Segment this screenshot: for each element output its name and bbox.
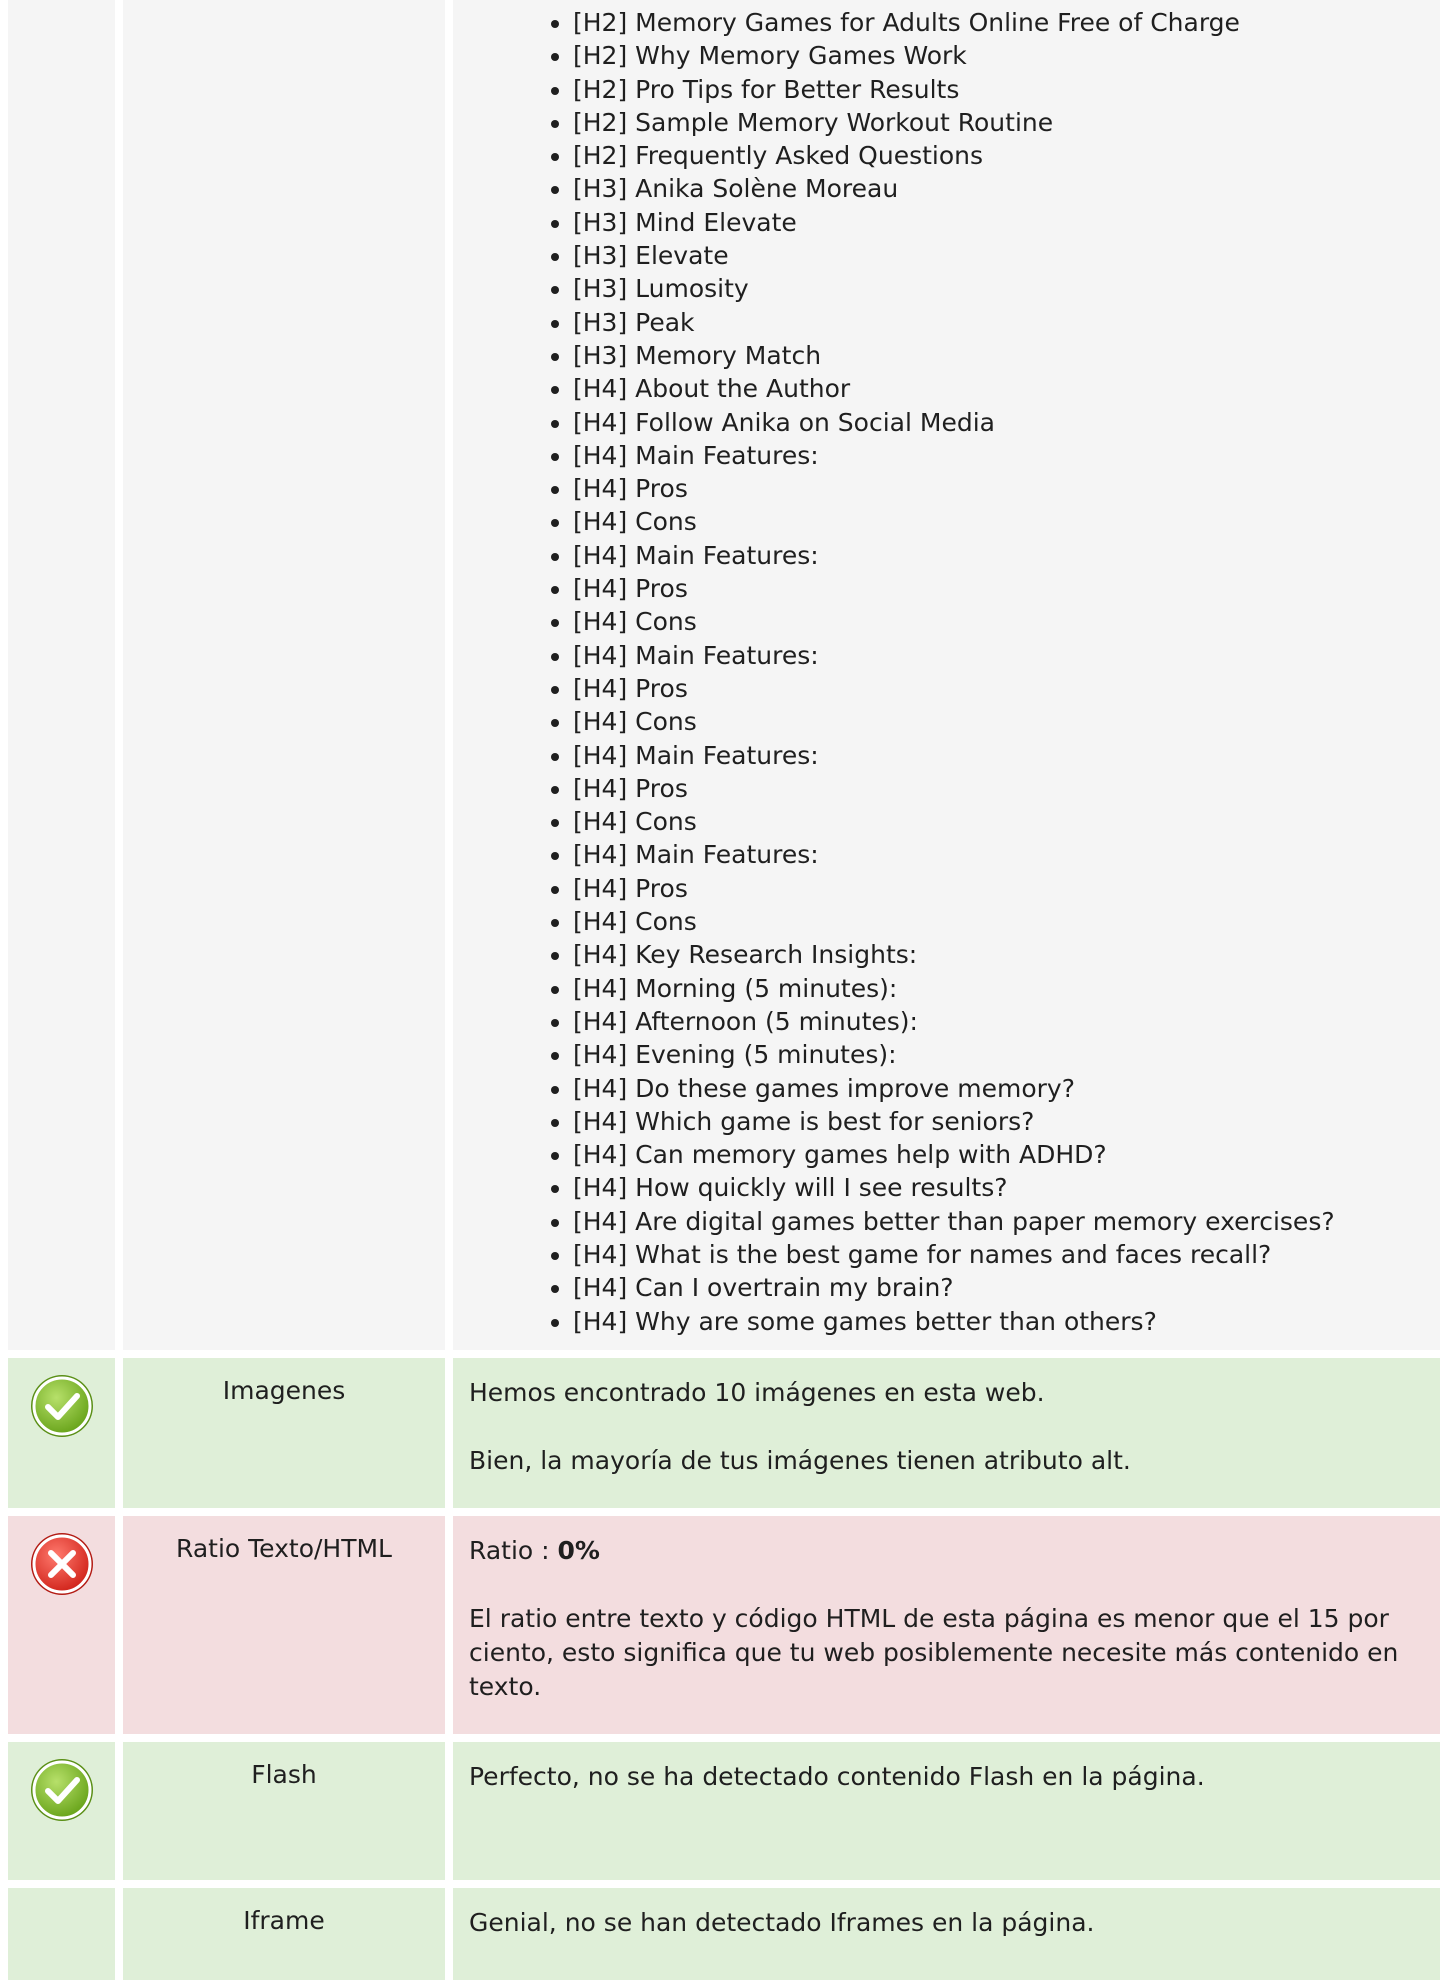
check-circle-icon [28, 1756, 96, 1830]
images-name: Imagenes [123, 1358, 445, 1508]
headings-name-cell [123, 0, 445, 1350]
heading-list-item: • [H3] Peak [573, 306, 1424, 339]
flash-body [453, 1742, 1440, 1880]
heading-list-item: • [H4] Can I overtrain my brain? [573, 1271, 1424, 1304]
headings-row [8, 0, 1440, 1350]
heading-list-item: • [H3] Mind Elevate [573, 206, 1424, 239]
heading-list-item: • [H4] Cons [573, 905, 1424, 938]
heading-list-item: • [H3] Anika Solène Moreau [573, 172, 1424, 205]
images-text-2: Bien, la mayoría de tus imágenes tienen atributo alt. [469, 1445, 1131, 1475]
heading-list-item: • [H4] How quickly will I see results? [573, 1171, 1424, 1204]
heading-list-item: • [H4] Pros [573, 772, 1424, 805]
heading-list-item: • [H4] Main Features: [573, 838, 1424, 871]
heading-list-item: • [H3] Lumosity [573, 272, 1424, 305]
heading-list-item: • [H4] Main Features: [573, 639, 1424, 672]
heading-list-item: • [H4] Can memory games help with ADHD? [573, 1138, 1424, 1171]
images-icon-cell [8, 1358, 115, 1508]
heading-list-item: • [H4] Do these games improve memory? [573, 1072, 1424, 1105]
ratio-text: El ratio entre texto y código HTML de esta página es menor que el 15 por ciento, esto significa que tu web posiblemente necesite más contenido en texto. [469, 1603, 1399, 1701]
heading-list-item: • [H2] Frequently Asked Questions [573, 139, 1424, 172]
heading-list-item: • [H4] Are digital games better than paper memory exercises? [573, 1205, 1424, 1238]
heading-list-item: • [H3] Elevate [573, 239, 1424, 272]
images-row [8, 1358, 1440, 1508]
iframe-body [453, 1888, 1440, 1980]
headings-icon-cell [8, 0, 115, 1350]
flash-text: Perfecto, no se ha detectado contenido Flash en la página. [469, 1761, 1205, 1791]
heading-list-item: • [H4] Pros [573, 572, 1424, 605]
headings-list [469, 6, 1424, 1338]
heading-list-item: • [H4] Follow Anika on Social Media [573, 406, 1424, 439]
flash-name: Flash [123, 1742, 445, 1880]
heading-list-item: • [H2] Memory Games for Adults Online Free of Charge [573, 6, 1424, 39]
heading-list-item: • [H4] Cons [573, 605, 1424, 638]
heading-list-item: • [H4] Cons [573, 505, 1424, 538]
error-circle-icon [28, 1530, 96, 1604]
heading-list-item: • [H4] Pros [573, 872, 1424, 905]
heading-list-item: • [H4] Key Research Insights: [573, 938, 1424, 971]
heading-list-item: • [H4] What is the best game for names and faces recall? [573, 1238, 1424, 1271]
heading-list-item: • [H4] Main Features: [573, 439, 1424, 472]
check-circle-icon [28, 1372, 96, 1446]
ratio-body [453, 1516, 1440, 1734]
images-text-1: Hemos encontrado 10 imágenes en esta web. [469, 1377, 1045, 1407]
ratio-value: 0% [557, 1535, 600, 1565]
heading-list-item: • [H4] Pros [573, 672, 1424, 705]
heading-list-item: • [H2] Sample Memory Workout Routine [573, 106, 1424, 139]
flash-row [8, 1742, 1440, 1880]
heading-list-item: • [H4] About the Author [573, 372, 1424, 405]
heading-list-item: • [H3] Memory Match [573, 339, 1424, 372]
heading-list-item: • [H4] Evening (5 minutes): [573, 1038, 1424, 1071]
ratio-label: Ratio : [469, 1535, 558, 1565]
iframe-icon-cell [8, 1888, 115, 1980]
heading-list-item: • [H4] Cons [573, 705, 1424, 738]
heading-list-item: • [H4] Afternoon (5 minutes): [573, 1005, 1424, 1038]
heading-list-item: • [H4] Main Features: [573, 539, 1424, 572]
heading-list-item: • [H4] Main Features: [573, 739, 1424, 772]
heading-list-item: • [H4] Which game is best for seniors? [573, 1105, 1424, 1138]
heading-list-item: • [H4] Cons [573, 805, 1424, 838]
heading-list-item: • [H2] Why Memory Games Work [573, 39, 1424, 72]
ratio-line [469, 1534, 1424, 1568]
iframe-name: Iframe [123, 1888, 445, 1980]
iframe-row [8, 1888, 1440, 1980]
images-body [453, 1358, 1440, 1508]
heading-list-item: • [H4] Morning (5 minutes): [573, 972, 1424, 1005]
heading-list-item: • [H4] Pros [573, 472, 1424, 505]
ratio-name: Ratio Texto/HTML [123, 1516, 445, 1734]
ratio-icon-cell [8, 1516, 115, 1734]
iframe-text: Genial, no se han detectado Iframes en la página. [469, 1907, 1095, 1937]
ratio-row [8, 1516, 1440, 1734]
heading-list-item: • [H4] Why are some games better than others? [573, 1305, 1424, 1338]
headings-body-cell [453, 0, 1440, 1350]
heading-list-item: • [H2] Pro Tips for Better Results [573, 73, 1424, 106]
flash-icon-cell [8, 1742, 115, 1880]
